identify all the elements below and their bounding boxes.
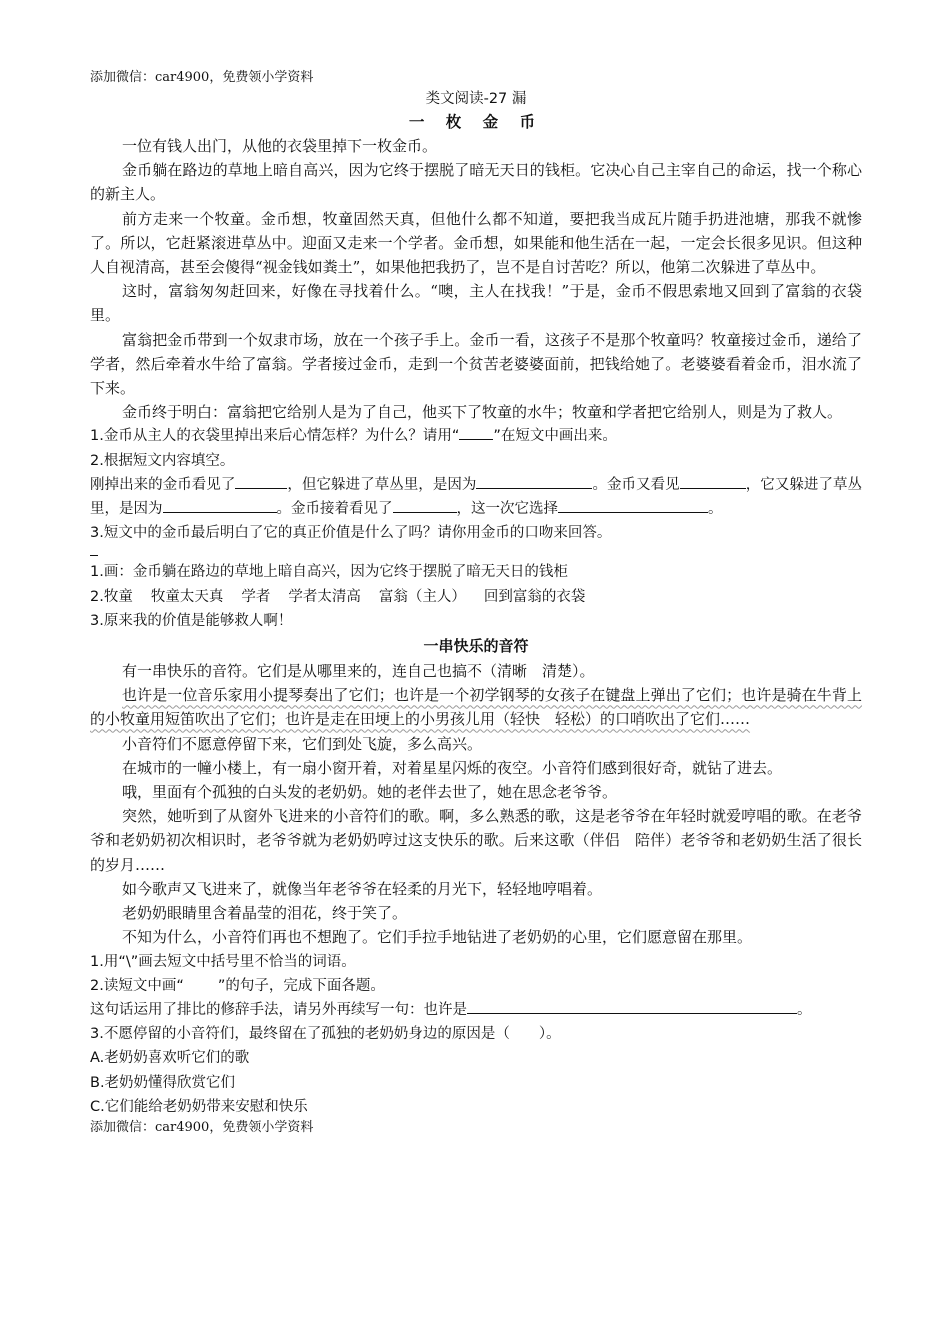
story1-answer-2: 2.牧童 牧童太天真 学者 学者太清高 富翁（主人） 回到富翁的衣袋 [90, 588, 586, 605]
option-c: C.它们能给老奶奶带来安慰和快乐 [90, 1098, 308, 1115]
answer-blank[interactable] [235, 473, 287, 489]
story1-question-2: 2.根据短文内容填空。 [90, 452, 235, 469]
page-footer-note: 添加微信：car4900，免费领小学资料 [90, 1119, 314, 1135]
option-a: A.老奶奶喜欢听它们的歌 [90, 1050, 250, 1067]
story1-title: 一 枚 金 币 [408, 113, 544, 131]
story1-paragraph: 金币终于明白：富翁把它给别人是为了自己，他买下了牧童的水牛；牧童和学者把它给别人，则是为了救人。 [122, 403, 843, 422]
answer-blank[interactable] [459, 424, 493, 440]
answer-blank[interactable] [163, 497, 277, 513]
answer-blank[interactable] [558, 497, 708, 513]
story1-question-1: 1.金币从主人的衣袋里掉出来后心情怎样？为什么？请用“ ”在短文中画出来。 [90, 424, 862, 448]
story1-answer-1: 1.画：金币躺在路边的草地上暗自高兴，因为它终于摆脱了暗无天日的钱柜 [90, 564, 568, 581]
story2-paragraph: 有一串快乐的音符。它们是从哪里来的，连自己也搞不（清晰 清楚）。 [122, 662, 595, 681]
story2-continue-sentence: 这句话运用了排比的修辞手法，请另外再续写一句：也许是 。 [90, 998, 862, 1022]
answer-blank[interactable] [680, 473, 746, 489]
story2-paragraph: 小音符们不愿意停留下来，它们到处飞旋，多么高兴。 [122, 734, 483, 753]
answer-blank[interactable] [393, 497, 457, 513]
story2-paragraph: 哦，里面有个孤独的白头发的老奶奶。她的老伴去世了，她在思念老爷爷。 [122, 783, 618, 802]
story1-paragraph: 前方走来一个牧童。金币想，牧童固然天真，但他什么都不知道，要把我当成瓦片随手扔进池塘，那我不就惨了。所以，它赶紧滚进草丛中。迎面又走来一个学者。金币想，如果能和他生活在一起，一定会长很多见识。但这种人自视清高，甚至会傻得“视金钱如粪土”，如果他把我扔了，岂不是自讨苦吃？所以，他第二次躲进了草丛中。 [90, 209, 862, 277]
story1-question-3: 3.短文中的金币最后明白了它的真正价值是什么了吗？请你用金币的口吻来回答。 [90, 525, 612, 542]
document-body [90, 88, 862, 1137]
story2-paragraph: 不知为什么，小音符们再也不想跑了。它们手拉手地钻进了老奶奶的心里，它们愿意留在那里。 [122, 928, 753, 947]
story2-paragraph: 如今歌声又飞进来了，就像当年老爷爷在轻柔的月光下，轻轻地哼唱着。 [122, 879, 603, 898]
story1-paragraph: 这时，富翁匆匆赶回来，好像在寻找着什么。“噢，主人在找我！”于是，金币不假思索地又回到了富翁的衣袋里。 [90, 282, 862, 325]
story2-question-1: 1.用“\”画去短文中括号里不恰当的词语。 [90, 953, 356, 970]
story2-question-2: 2.读短文中画“ ”的句子，完成下面各题。 [90, 977, 385, 994]
story2-paragraph: 在城市的一幢小楼上，有一扇小窗开着，对着星星闪烁的夜空。小音符们感到很好奇，就钻了进去。 [122, 758, 783, 777]
answer-blank[interactable] [476, 473, 592, 489]
story2-paragraph: 突然，她听到了从窗外飞进来的小音符们的歌。啊，多么熟悉的歌，这是老爷爷在年轻时就爱哼唱的歌。在老爷爷和老奶奶初次相识时，老爷爷就为老奶奶哼过这支快乐的歌。后来这歌（伴侣 陪伴）老爷爷和老奶奶生活了很长的岁月…… [90, 807, 862, 874]
story1-paragraph: 金币躺在路边的草地上暗自高兴，因为它终于摆脱了暗无天日的钱柜。它决心自己主宰自己的命运，找一个称心的新主人。 [90, 161, 862, 204]
story2-title: 一串快乐的音符 [423, 637, 529, 656]
story1-paragraph: 富翁把金币带到一个奴隶市场，放在一个孩子手上。金币一看，这孩子不是那个牧童吗？牧童接过金币，递给了学者，然后牵着水牛给了富翁。学者接过金币，走到一个贫苦老婆婆面前，把钱给她了。老婆婆看着金币，泪水流了下来。 [90, 330, 862, 398]
answer-blank[interactable] [467, 998, 797, 1014]
story1-fill-in: 刚掉出来的金币看见了 ，但它躲进了草丛里，是因为 。金币又看见 ，它又躲进了草丛里，是因为 。金币接着看见了 ，这一次它选择 。 [90, 473, 862, 521]
story1-answer-3: 3.原来我的价值是能够救人啊！ [90, 612, 293, 629]
doc-title: 类文阅读-27 漏 [425, 91, 527, 107]
separator-dash [90, 545, 98, 556]
option-b: B.老奶奶懂得欣赏它们 [90, 1074, 236, 1091]
story2-paragraph: 老奶奶眼睛里含着晶莹的泪花，终于笑了。 [122, 904, 408, 923]
page-header-note: 添加微信：car4900，免费领小学资料 [90, 70, 314, 85]
story2-question-3: 3.不愿停留的小音符们，最终留在了孤独的老奶奶身边的原因是（ ）。 [90, 1026, 561, 1043]
story1-paragraph: 一位有钱人出门，从他的衣袋里掉下一枚金币。 [122, 137, 438, 155]
story2-paragraph-wavy: 也许是一位音乐家用小提琴奏出了它们；也许是一个初学钢琴的女孩子在键盘上弹出了它们；也许是骑在牛背上的小牧童用短笛吹出了它们；也许是走在田埂上的小男孩儿用（轻快 轻松）的口哨吹出了它们…… [90, 686, 862, 729]
